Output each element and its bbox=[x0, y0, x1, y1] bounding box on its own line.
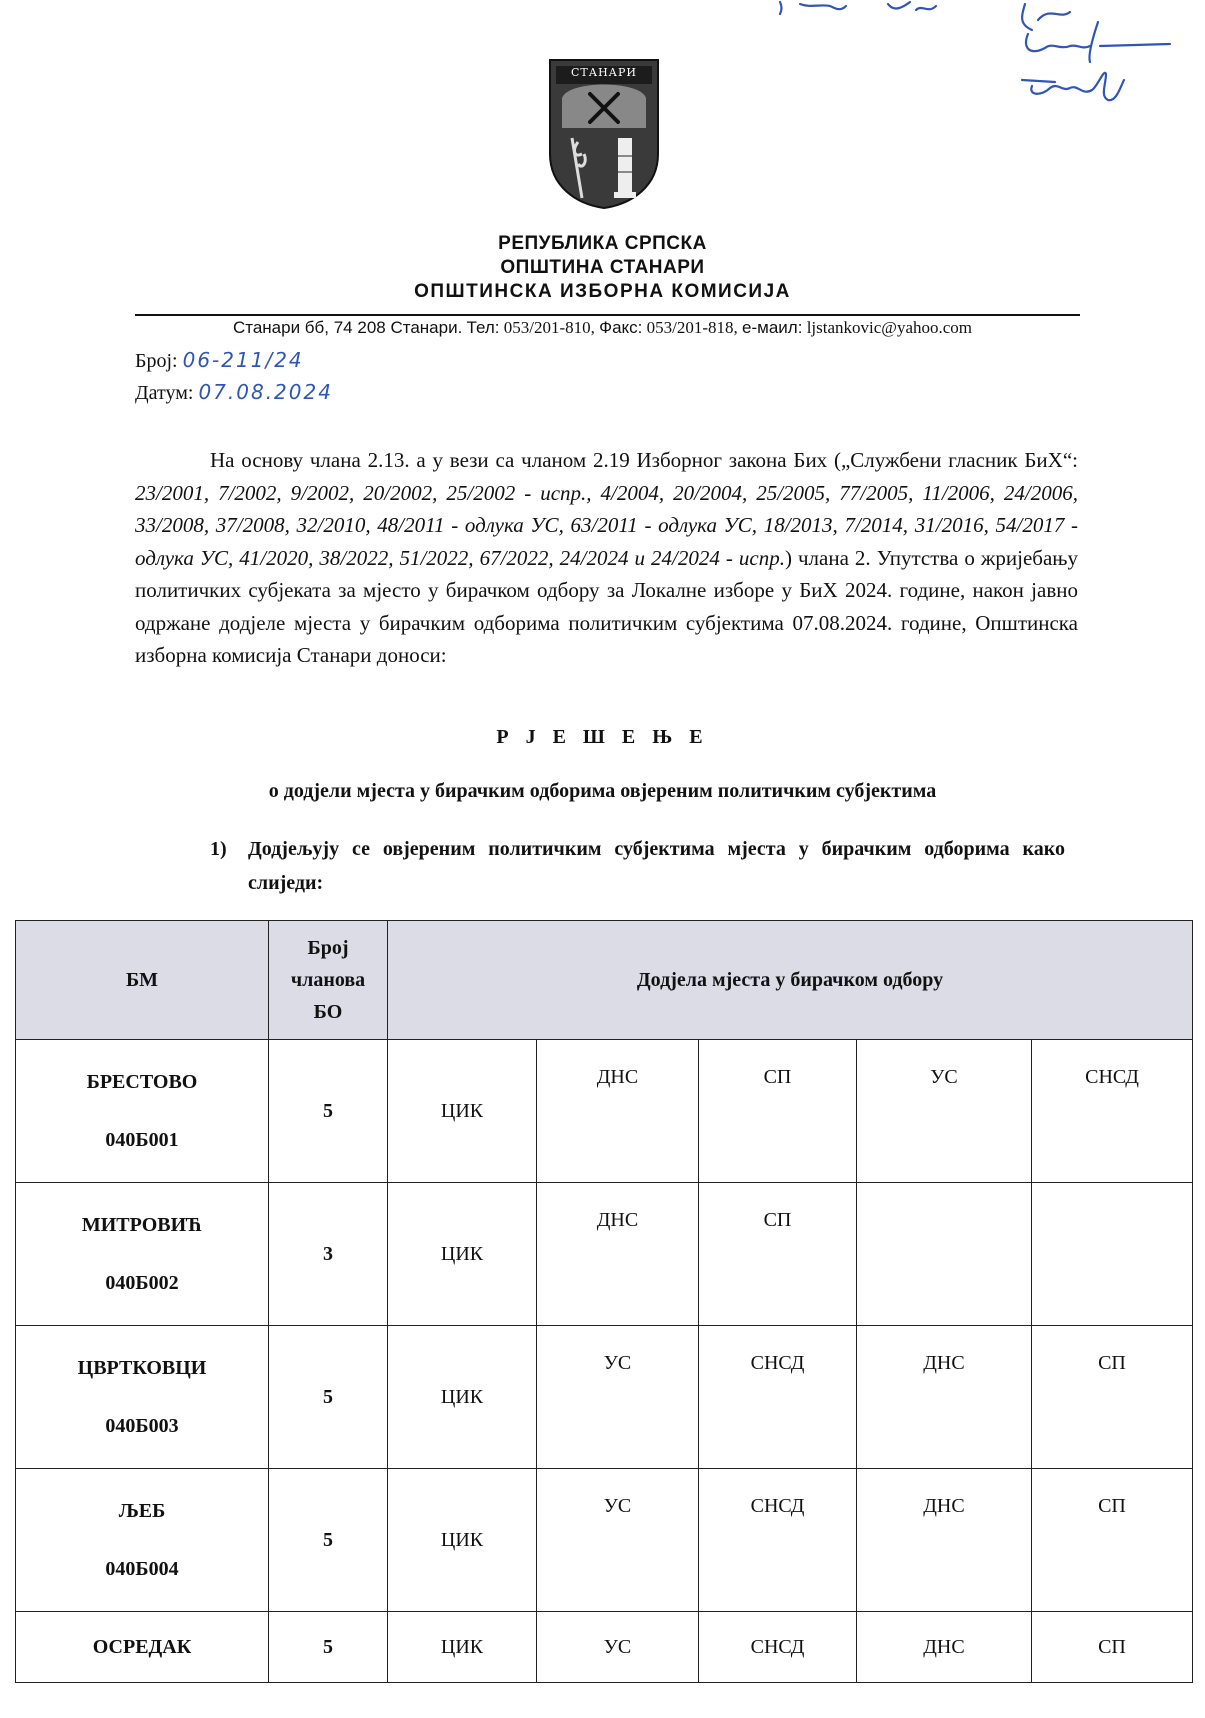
table-row bbox=[16, 1612, 1193, 1683]
polling-station-code: 040Б004 bbox=[105, 1558, 179, 1580]
document-date-value: 07.08.2024 bbox=[198, 380, 333, 404]
header-member-count bbox=[269, 921, 388, 1040]
party-cell: СНСД bbox=[699, 1469, 857, 1612]
polling-station-cell bbox=[16, 1183, 269, 1326]
party-cell: УС bbox=[537, 1612, 699, 1683]
header-member-count-text: Број члановa БО bbox=[290, 937, 366, 1023]
header-commission: ОПШТИНСКА ИЗБОРНА КОМИСИЈА bbox=[414, 281, 791, 302]
party-cell: СП bbox=[699, 1040, 857, 1183]
party-cell: СП bbox=[1032, 1326, 1193, 1469]
cik-cell: ЦИК bbox=[388, 1326, 537, 1469]
contact-email-label: е-маил: bbox=[742, 318, 803, 337]
party-cell: ДНС bbox=[537, 1183, 699, 1326]
party-cell: ДНС bbox=[857, 1469, 1032, 1612]
party-cell bbox=[857, 1183, 1032, 1326]
paragraph-end: ) члана 2. Упутства о жријебању политичких субјеката за мјесто у бирачком одбору за Локалне изборе у БиХ 2024. године, након јавно одржане додјеле мјеста у бирачким одборима политичким субјектима 07.08.2024. године, Општинска изборна комисија Станари доноси: bbox=[135, 545, 1078, 667]
cik-cell: ЦИК bbox=[388, 1612, 537, 1683]
paragraph-start: На основу члана 2.13. а у вези са чланом 2.19 Изборног закона Бих („Службени гласник БиХ“: bbox=[210, 448, 1078, 472]
crest-label: СТАНАРИ bbox=[570, 66, 637, 79]
cik-cell: ЦИК bbox=[388, 1040, 537, 1183]
party-cell bbox=[1032, 1183, 1193, 1326]
party-cell: УС bbox=[537, 1326, 699, 1469]
polling-station-name: ЦВРТКОВЦИ bbox=[77, 1357, 207, 1379]
polling-station-code: 040Б003 bbox=[105, 1415, 179, 1437]
coat-of-arms-emblem bbox=[548, 58, 660, 210]
header-allocation: Додјела мјеста у бирачком одбору bbox=[388, 921, 1193, 1040]
header-republic: РЕПУБЛИКА СРПСКА bbox=[498, 233, 707, 254]
polling-station-cell bbox=[16, 1469, 269, 1612]
member-count-cell: 5 bbox=[269, 1326, 388, 1469]
polling-station-code: 040Б002 bbox=[105, 1272, 179, 1294]
item-number: 1) bbox=[210, 838, 227, 860]
contact-fax: 053/201-818, bbox=[646, 318, 738, 337]
party-cell: СНСД bbox=[1032, 1040, 1193, 1183]
handwritten-signature bbox=[760, 0, 1180, 120]
contact-fax-label: Факс: bbox=[599, 318, 643, 337]
allocation-table bbox=[15, 920, 1193, 1683]
document-date-label: Датум: bbox=[135, 382, 194, 404]
item-text: Додјељују се овјереним политичким субјектима мјеста у бирачким одборима како слиједи: bbox=[248, 838, 1065, 894]
table-header-row bbox=[16, 921, 1193, 1040]
party-cell: СП bbox=[699, 1183, 857, 1326]
contact-phone: 053/201-810, bbox=[503, 318, 595, 337]
polling-station-cell bbox=[16, 1612, 269, 1683]
document-number-label: Број: bbox=[135, 350, 178, 372]
polling-station-name: ЉЕБ bbox=[118, 1500, 166, 1522]
cik-cell: ЦИК bbox=[388, 1469, 537, 1612]
polling-station-name: ОСРЕДАК bbox=[92, 1636, 192, 1658]
party-cell: УС bbox=[537, 1469, 699, 1612]
polling-station-name: БРЕСТОВО bbox=[86, 1071, 198, 1093]
table-row bbox=[16, 1326, 1193, 1469]
party-cell: ДНС bbox=[857, 1612, 1032, 1683]
table-row bbox=[16, 1040, 1193, 1183]
party-cell: СНСД bbox=[699, 1326, 857, 1469]
decision-subtitle: о додјели мјеста у бирачким одборима овјереним политичким субјектима bbox=[268, 780, 937, 802]
member-count-cell: 5 bbox=[269, 1612, 388, 1683]
paragraph-gazette-list: 23/2001, 7/2002, 9/2002, 20/2002, 25/2002 - испр., 4/2004, 20/2004, 25/2005, 77/2005, 11/2006, 24/2006, 33/2008, 37/2008, 32/2010, 48/2011 - одлука УС, 63/2011 - одлука УС, 18/2013, 7/2014, 31/2016, 54/2017 - одлука УС, 41/2020, 38/2022, 51/2022, 67/2022, 24/2024 и 24/2024 - испр. bbox=[135, 480, 1078, 570]
polling-station-cell bbox=[16, 1040, 269, 1183]
contact-address: Станари бб, 74 208 Станари. bbox=[232, 318, 463, 337]
party-cell: СП bbox=[1032, 1612, 1193, 1683]
contact-phone-label: Тел: bbox=[466, 318, 500, 337]
party-cell: ДНС bbox=[857, 1326, 1032, 1469]
polling-station-name: МИТРОВИЋ bbox=[81, 1214, 203, 1236]
party-cell: УС bbox=[857, 1040, 1032, 1183]
member-count-cell: 5 bbox=[269, 1040, 388, 1183]
table-row bbox=[16, 1469, 1193, 1612]
document-number bbox=[135, 348, 304, 373]
header-bm: БМ bbox=[16, 921, 269, 1040]
contact-email: ljstankovic@yahoo.com bbox=[806, 318, 973, 337]
header-divider bbox=[135, 314, 1080, 316]
member-count-cell: 5 bbox=[269, 1469, 388, 1612]
contact-line bbox=[0, 318, 1205, 338]
polling-station-cell bbox=[16, 1326, 269, 1469]
header-municipality: ОПШТИНА СТАНАРИ bbox=[500, 257, 705, 278]
document-date bbox=[135, 380, 333, 405]
party-cell: ДНС bbox=[537, 1040, 699, 1183]
party-cell: СП bbox=[1032, 1469, 1193, 1612]
legal-basis-paragraph bbox=[135, 444, 1078, 672]
party-cell: СНСД bbox=[699, 1612, 857, 1683]
member-count-cell: 3 bbox=[269, 1183, 388, 1326]
decision-item-1 bbox=[210, 832, 1065, 900]
document-number-value: 06-211/24 bbox=[182, 348, 304, 372]
cik-cell: ЦИК bbox=[388, 1183, 537, 1326]
decision-title: Р Ј Е Ш Е Њ Е bbox=[496, 726, 709, 748]
table-row bbox=[16, 1183, 1193, 1326]
polling-station-code: 040Б001 bbox=[105, 1129, 179, 1151]
